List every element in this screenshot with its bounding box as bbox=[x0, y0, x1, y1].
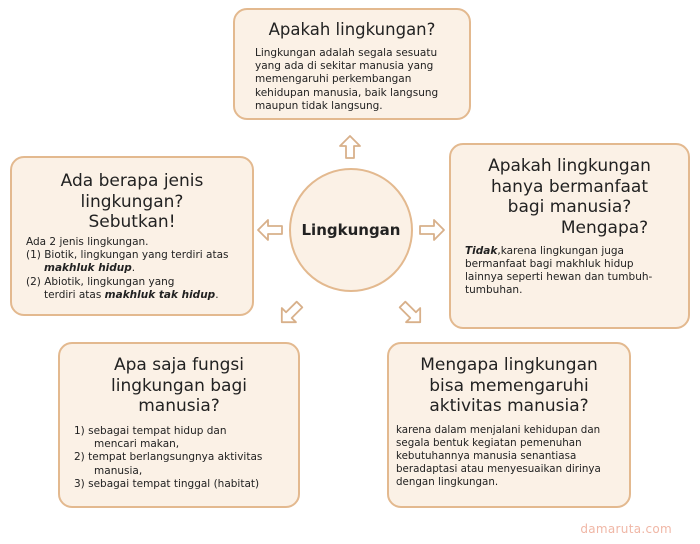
card-types-of-environment bbox=[10, 156, 254, 316]
body-line: beradaptasi atau menyesuaikan dirinya bbox=[396, 462, 601, 475]
card-title bbox=[389, 355, 629, 417]
center-node bbox=[289, 168, 413, 292]
arrow-right-icon bbox=[418, 218, 446, 242]
body-line: bermanfaat bagi makhluk hidup bbox=[465, 258, 634, 271]
title-line: Sebutkan! bbox=[88, 212, 176, 233]
body-line: maupun tidak langsung. bbox=[255, 99, 383, 112]
body-line: lainnya seperti hewan dan tumbuh- bbox=[465, 271, 653, 284]
card-what-is-environment bbox=[233, 8, 471, 120]
body-line: Lingkungan adalah segala sesuatu bbox=[255, 47, 438, 60]
card-title bbox=[60, 355, 298, 417]
body-line bbox=[26, 249, 252, 262]
arrow-down-left-icon bbox=[276, 298, 306, 328]
body-line: dengan lingkungan. bbox=[396, 475, 499, 488]
title-line: aktivitas manusia? bbox=[429, 396, 589, 417]
body-line: kehidupan manusia, baik langsung bbox=[255, 86, 439, 99]
body-line: 2) tempat berlangsungnya aktivitas bbox=[74, 451, 263, 464]
title-line: manusia? bbox=[138, 396, 220, 417]
card-influence-on-activities bbox=[387, 342, 631, 508]
title-line: Apa saja fungsi bbox=[114, 355, 244, 375]
title-line: Apakah lingkungan bbox=[488, 156, 651, 176]
watermark: damaruta.com bbox=[580, 522, 672, 536]
body-line bbox=[26, 289, 252, 302]
text: . bbox=[131, 262, 136, 275]
title-line: bagi manusia? bbox=[507, 197, 632, 218]
body-line: kebutuhannya manusia senantiasa bbox=[396, 449, 577, 462]
body-line: tumbuhan. bbox=[465, 284, 523, 297]
card-body bbox=[465, 245, 688, 298]
title-line: lingkungan bagi bbox=[111, 375, 247, 396]
title-line: lingkungan? bbox=[80, 191, 184, 212]
body-line: yang ada di sekitar manusia yang bbox=[255, 60, 434, 73]
card-body bbox=[26, 236, 252, 302]
body-line: (2) Abiotik, lingkungan yang bbox=[26, 275, 175, 288]
body-line: segala bentuk kegiatan pemenuhan bbox=[396, 437, 582, 450]
center-label: Lingkungan bbox=[301, 221, 401, 239]
card-body bbox=[74, 425, 298, 491]
title-line: hanya bermanfaat bbox=[490, 176, 649, 197]
card-body bbox=[396, 424, 629, 488]
bold-term: makhluk hidup bbox=[44, 262, 132, 275]
bold-term: makhluk tak hidup bbox=[104, 288, 216, 301]
card-title: Apakah lingkungan? bbox=[268, 20, 436, 39]
text: . bbox=[215, 288, 219, 301]
body-line: Ada 2 jenis lingkungan. bbox=[26, 236, 149, 249]
title-line: Ada berapa jenis bbox=[60, 171, 204, 191]
card-title bbox=[12, 171, 252, 233]
card-body bbox=[255, 47, 469, 113]
body-line bbox=[465, 245, 688, 258]
text: terdiri atas bbox=[44, 288, 105, 301]
text: ,karena lingkungan juga bbox=[497, 244, 624, 257]
body-line: 1) sebagai tempat hidup dan bbox=[74, 425, 227, 438]
arrow-down-right-icon bbox=[396, 298, 426, 328]
text: (1) Biotik, lingkungan yang terdiri atas bbox=[26, 249, 229, 262]
body-line bbox=[26, 262, 252, 275]
body-line: manusia, bbox=[74, 464, 143, 477]
body-line: memengaruhi perkembangan bbox=[255, 73, 412, 86]
body-line: mencari makan, bbox=[74, 438, 180, 451]
arrow-up-icon bbox=[338, 134, 362, 160]
body-line: 3) sebagai tempat tinggal (habitat) bbox=[74, 477, 260, 490]
body-line: karena dalam menjalani kehidupan dan bbox=[396, 424, 601, 437]
title-line: Mengapa lingkungan bbox=[420, 355, 598, 375]
bold-term: Tidak bbox=[465, 244, 498, 257]
card-only-useful-for-humans bbox=[449, 143, 690, 329]
card-functions-of-environment bbox=[58, 342, 300, 508]
title-line: bisa memengaruhi bbox=[429, 375, 589, 396]
arrow-left-icon bbox=[256, 218, 284, 242]
card-title bbox=[451, 156, 688, 239]
title-line: Mengapa? bbox=[560, 218, 649, 239]
